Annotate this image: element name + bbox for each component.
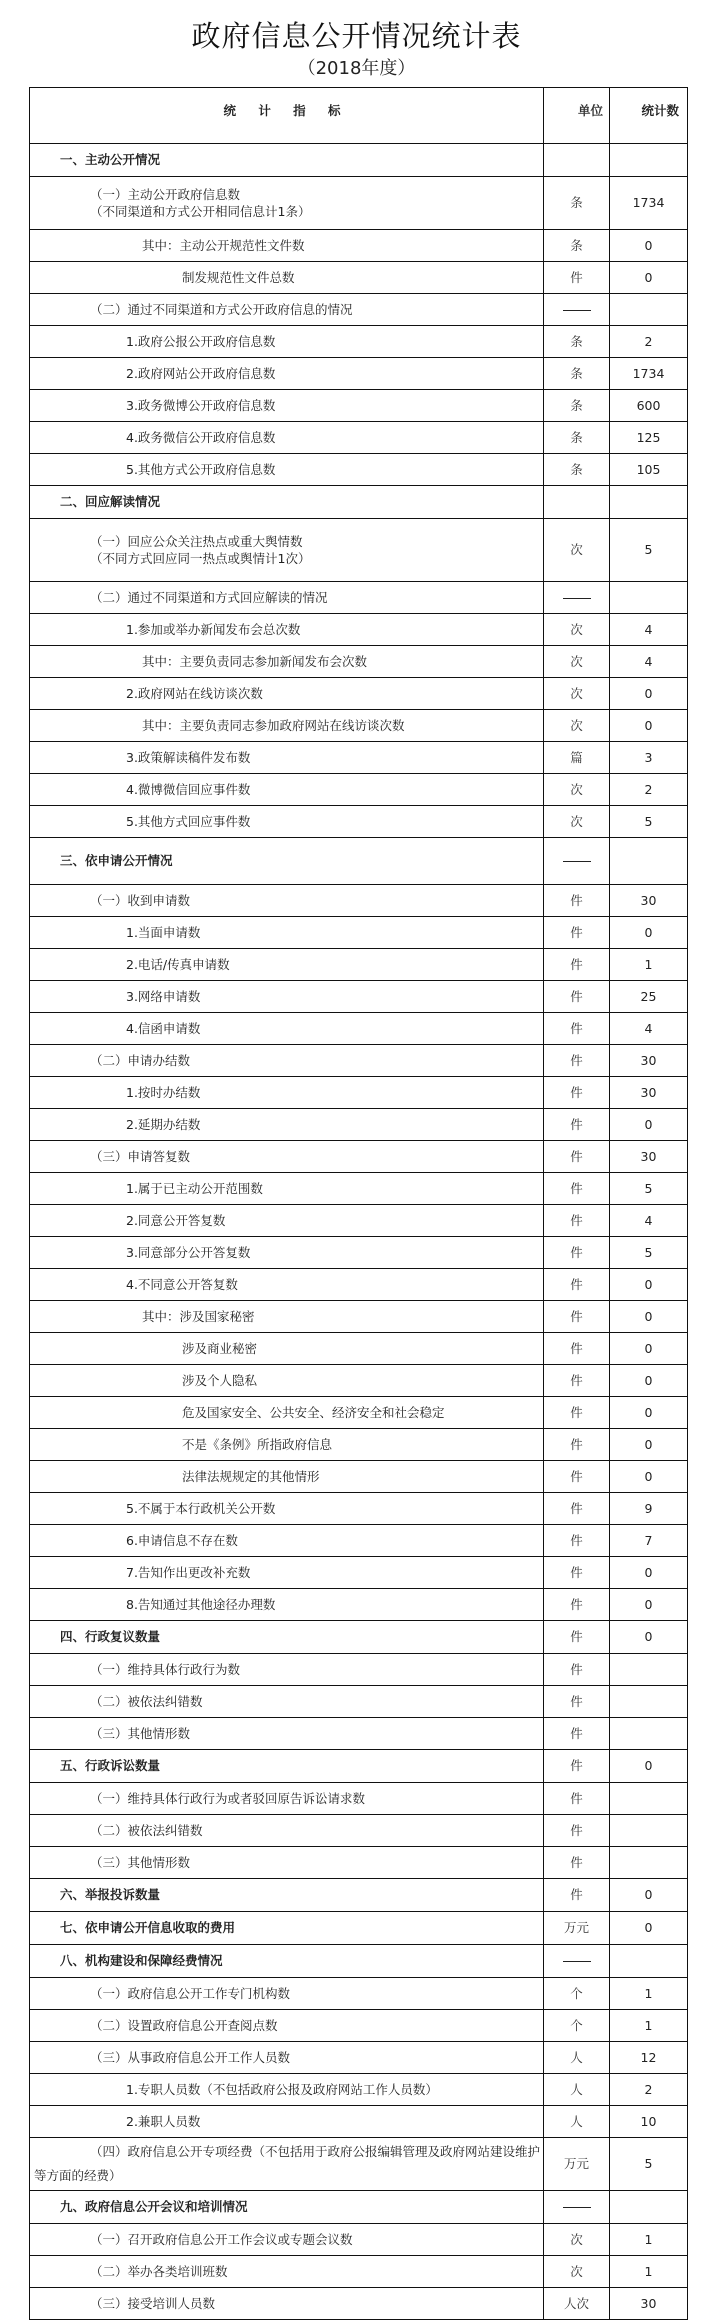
unit-cell: 条 xyxy=(544,326,610,358)
table-row xyxy=(30,885,688,917)
indicator-label xyxy=(30,177,544,230)
indicator-label-line2: （不同渠道和方式公开相同信息计1条） xyxy=(90,204,311,219)
unit-cell: 件 xyxy=(544,1205,610,1237)
count-cell: 4 xyxy=(610,1205,688,1237)
count-cell xyxy=(610,2191,688,2224)
table-header-row xyxy=(30,88,688,144)
indicator-label: 2.兼职人员数 xyxy=(30,2106,544,2138)
table-row xyxy=(30,1945,688,1978)
unit-cell: 次 xyxy=(544,2256,610,2288)
table-row xyxy=(30,326,688,358)
unit-cell: 件 xyxy=(544,1045,610,1077)
unit-cell: 次 xyxy=(544,710,610,742)
table-row xyxy=(30,390,688,422)
indicator-label-line2: （不同方式回应同一热点或舆情计1次） xyxy=(90,551,311,566)
count-cell: 1734 xyxy=(610,177,688,230)
unit-cell: 人次 xyxy=(544,2288,610,2320)
table-row xyxy=(30,2106,688,2138)
unit-cell: 件 xyxy=(544,1301,610,1333)
count-cell: 4 xyxy=(610,1013,688,1045)
count-cell: 0 xyxy=(610,1269,688,1301)
indicator-label: （二）被依法纠错数 xyxy=(30,1815,544,1847)
count-cell xyxy=(610,582,688,614)
count-cell: 2 xyxy=(610,2074,688,2106)
indicator-label-line1: （一）回应公众关注热点或重大舆情数 xyxy=(90,533,303,549)
indicator-label: 5.其他方式公开政府信息数 xyxy=(30,454,544,486)
unit-cell: 件 xyxy=(544,917,610,949)
count-cell: 0 xyxy=(610,262,688,294)
indicator-label: （三）其他情形数 xyxy=(30,1847,544,1879)
indicator-label: 4.微博微信回应事件数 xyxy=(30,774,544,806)
unit-cell: 件 xyxy=(544,1493,610,1525)
count-cell: 125 xyxy=(610,422,688,454)
unit-cell: 件 xyxy=(544,1013,610,1045)
unit-cell: 件 xyxy=(544,1109,610,1141)
indicator-label: 1.属于已主动公开范围数 xyxy=(30,1173,544,1205)
count-cell: 30 xyxy=(610,1077,688,1109)
table-row xyxy=(30,1783,688,1815)
unit-cell: 个 xyxy=(544,2010,610,2042)
count-cell xyxy=(610,1686,688,1718)
unit-cell: 件 xyxy=(544,1429,610,1461)
count-cell: 30 xyxy=(610,1045,688,1077)
count-cell: 0 xyxy=(610,1621,688,1654)
table-row xyxy=(30,294,688,326)
header-count: 统计数 xyxy=(610,88,688,144)
indicator-label: 3.政务微博公开政府信息数 xyxy=(30,390,544,422)
unit-cell: 万元 xyxy=(544,1912,610,1945)
table-row xyxy=(30,2191,688,2224)
statistics-table xyxy=(29,87,688,2320)
count-cell: 30 xyxy=(610,1141,688,1173)
unit-cell: 件 xyxy=(544,1237,610,1269)
count-cell: 4 xyxy=(610,614,688,646)
indicator-label: （一）政府信息公开工作专门机构数 xyxy=(30,1978,544,2010)
header-unit: 单位 xyxy=(544,88,610,144)
table-row xyxy=(30,582,688,614)
unit-cell: 条 xyxy=(544,358,610,390)
unit-cell: 件 xyxy=(544,1077,610,1109)
document-title: 政府信息公开情况统计表 xyxy=(191,19,522,53)
indicator-label: （二）申请办结数 xyxy=(30,1045,544,1077)
count-cell: 0 xyxy=(610,1557,688,1589)
dash-placeholder xyxy=(563,2207,591,2208)
indicator-label: （三）其他情形数 xyxy=(30,1718,544,1750)
table-row xyxy=(30,2010,688,2042)
count-cell: 7 xyxy=(610,1525,688,1557)
count-cell: 5 xyxy=(610,2138,688,2191)
count-cell: 4 xyxy=(610,646,688,678)
count-cell: 10 xyxy=(610,2106,688,2138)
table-row xyxy=(30,1077,688,1109)
count-cell: 1 xyxy=(610,1978,688,2010)
indicator-label: 其中：主要负责同志参加政府网站在线访谈次数 xyxy=(30,710,544,742)
unit-cell: 件 xyxy=(544,1750,610,1783)
unit-cell: 件 xyxy=(544,1718,610,1750)
count-cell: 1 xyxy=(610,2224,688,2256)
unit-cell: 次 xyxy=(544,646,610,678)
table-row xyxy=(30,917,688,949)
unit-cell xyxy=(544,144,610,177)
table-row xyxy=(30,678,688,710)
unit-cell: 条 xyxy=(544,422,610,454)
indicator-label: 7.告知作出更改补充数 xyxy=(30,1557,544,1589)
table-row xyxy=(30,1365,688,1397)
count-cell: 1 xyxy=(610,2256,688,2288)
indicator-label: 2.政府网站在线访谈次数 xyxy=(30,678,544,710)
table-row xyxy=(30,614,688,646)
unit-cell: 次 xyxy=(544,2224,610,2256)
indicator-label: 8.告知通过其他途径办理数 xyxy=(30,1589,544,1621)
table-row xyxy=(30,1269,688,1301)
count-cell: 2 xyxy=(610,774,688,806)
count-cell: 0 xyxy=(610,1589,688,1621)
indicator-label: 4.政务微信公开政府信息数 xyxy=(30,422,544,454)
table-row xyxy=(30,1173,688,1205)
indicator-label-line1: （一）主动公开政府信息数 xyxy=(90,186,241,202)
unit-cell: 件 xyxy=(544,262,610,294)
table-row xyxy=(30,1013,688,1045)
count-cell: 0 xyxy=(610,1429,688,1461)
indicator-label: （二）被依法纠错数 xyxy=(30,1686,544,1718)
count-cell: 5 xyxy=(610,1237,688,1269)
indicator-label: （三）接受培训人员数 xyxy=(30,2288,544,2320)
table-row xyxy=(30,774,688,806)
unit-cell: 条 xyxy=(544,230,610,262)
unit-cell: 条 xyxy=(544,454,610,486)
section-heading: 二、回应解读情况 xyxy=(30,486,544,519)
table-row xyxy=(30,1589,688,1621)
count-cell: 600 xyxy=(610,390,688,422)
unit-cell xyxy=(544,2191,610,2224)
count-cell: 5 xyxy=(610,1173,688,1205)
section-heading: 六、举报投诉数量 xyxy=(30,1879,544,1912)
count-cell: 0 xyxy=(610,1301,688,1333)
indicator-label: 制发规范性文件总数 xyxy=(30,262,544,294)
table-row xyxy=(30,1237,688,1269)
count-cell: 3 xyxy=(610,742,688,774)
unit-cell xyxy=(544,1945,610,1978)
indicator-label: （二）通过不同渠道和方式回应解读的情况 xyxy=(30,582,544,614)
table-row xyxy=(30,486,688,519)
count-cell: 0 xyxy=(610,710,688,742)
unit-cell xyxy=(544,486,610,519)
unit-cell: 件 xyxy=(544,1365,610,1397)
unit-cell: 件 xyxy=(544,1461,610,1493)
unit-cell xyxy=(544,838,610,885)
indicator-label: 危及国家安全、公共安全、经济安全和社会稳定 xyxy=(30,1397,544,1429)
indicator-label: 其中：主要负责同志参加新闻发布会次数 xyxy=(30,646,544,678)
count-cell: 0 xyxy=(610,1333,688,1365)
count-cell: 0 xyxy=(610,1365,688,1397)
indicator-label: 5.不属于本行政机关公开数 xyxy=(30,1493,544,1525)
indicator-label: （一）维持具体行政行为或者驳回原告诉讼请求数 xyxy=(30,1783,544,1815)
unit-cell: 人 xyxy=(544,2106,610,2138)
count-cell: 5 xyxy=(610,806,688,838)
table-row xyxy=(30,1333,688,1365)
indicator-label: 3.同意部分公开答复数 xyxy=(30,1237,544,1269)
indicator-label: 1.按时办结数 xyxy=(30,1077,544,1109)
table-row xyxy=(30,742,688,774)
dash-placeholder xyxy=(563,861,591,862)
unit-cell: 件 xyxy=(544,1621,610,1654)
count-cell xyxy=(610,1847,688,1879)
indicator-label: 2.延期办结数 xyxy=(30,1109,544,1141)
table-row xyxy=(30,1847,688,1879)
count-cell: 0 xyxy=(610,1397,688,1429)
section-heading: 七、依申请公开信息收取的费用 xyxy=(30,1912,544,1945)
indicator-label: 6.申请信息不存在数 xyxy=(30,1525,544,1557)
indicator-label: 1.参加或举办新闻发布会总次数 xyxy=(30,614,544,646)
unit-cell: 件 xyxy=(544,1879,610,1912)
unit-cell: 件 xyxy=(544,1815,610,1847)
indicator-label: 3.网络申请数 xyxy=(30,981,544,1013)
indicator-label: （一）维持具体行政行为数 xyxy=(30,1654,544,1686)
unit-cell: 次 xyxy=(544,614,610,646)
unit-cell: 件 xyxy=(544,1557,610,1589)
unit-cell: 件 xyxy=(544,1333,610,1365)
table-row xyxy=(30,1879,688,1912)
count-cell: 0 xyxy=(610,230,688,262)
table-row xyxy=(30,519,688,582)
table-row xyxy=(30,1525,688,1557)
unit-cell: 人 xyxy=(544,2074,610,2106)
table-row xyxy=(30,358,688,390)
unit-cell: 件 xyxy=(544,1173,610,1205)
indicator-label: （二）设置政府信息公开查阅点数 xyxy=(30,2010,544,2042)
table-row xyxy=(30,1654,688,1686)
section-heading: 八、机构建设和保障经费情况 xyxy=(30,1945,544,1978)
section-heading: 一、主动公开情况 xyxy=(30,144,544,177)
count-cell xyxy=(610,1945,688,1978)
count-cell xyxy=(610,294,688,326)
unit-cell: 个 xyxy=(544,1978,610,2010)
table-row xyxy=(30,1557,688,1589)
table-row xyxy=(30,2042,688,2074)
unit-cell xyxy=(544,582,610,614)
unit-cell: 次 xyxy=(544,678,610,710)
unit-cell: 篇 xyxy=(544,742,610,774)
unit-cell: 件 xyxy=(544,981,610,1013)
section-heading: 四、行政复议数量 xyxy=(30,1621,544,1654)
table-row xyxy=(30,981,688,1013)
table-row xyxy=(30,1493,688,1525)
indicator-label: 涉及商业秘密 xyxy=(30,1333,544,1365)
table-row xyxy=(30,422,688,454)
table-row xyxy=(30,1815,688,1847)
indicator-label: 3.政策解读稿件发布数 xyxy=(30,742,544,774)
document-subtitle: （2018年度） xyxy=(297,58,416,79)
unit-cell: 次 xyxy=(544,519,610,582)
count-cell: 105 xyxy=(610,454,688,486)
indicator-label xyxy=(30,519,544,582)
count-cell xyxy=(610,1654,688,1686)
indicator-label: （二）举办各类培训班数 xyxy=(30,2256,544,2288)
table-row xyxy=(30,177,688,230)
table-row xyxy=(30,454,688,486)
unit-cell xyxy=(544,294,610,326)
table-row xyxy=(30,1461,688,1493)
unit-cell: 件 xyxy=(544,1269,610,1301)
table-row xyxy=(30,2138,688,2191)
count-cell: 0 xyxy=(610,917,688,949)
table-row xyxy=(30,144,688,177)
indicator-label: 4.不同意公开答复数 xyxy=(30,1269,544,1301)
count-cell: 1 xyxy=(610,949,688,981)
unit-cell: 条 xyxy=(544,177,610,230)
table-row xyxy=(30,949,688,981)
unit-cell: 件 xyxy=(544,1847,610,1879)
indicator-label: 不是《条例》所指政府信息 xyxy=(30,1429,544,1461)
table-row xyxy=(30,1109,688,1141)
table-row xyxy=(30,1045,688,1077)
indicator-label: （一）召开政府信息公开工作会议或专题会议数 xyxy=(30,2224,544,2256)
unit-cell: 件 xyxy=(544,1397,610,1429)
count-cell: 0 xyxy=(610,1750,688,1783)
count-cell xyxy=(610,838,688,885)
table-row xyxy=(30,710,688,742)
unit-cell: 件 xyxy=(544,1589,610,1621)
table-row xyxy=(30,262,688,294)
unit-cell: 次 xyxy=(544,774,610,806)
table-row xyxy=(30,1141,688,1173)
indicator-label: 1.专职人员数（不包括政府公报及政府网站工作人员数） xyxy=(30,2074,544,2106)
indicator-label: 法律法规规定的其他情形 xyxy=(30,1461,544,1493)
indicator-label: 4.信函申请数 xyxy=(30,1013,544,1045)
unit-cell: 件 xyxy=(544,1686,610,1718)
count-cell: 2 xyxy=(610,326,688,358)
dash-placeholder xyxy=(563,310,591,311)
table-row xyxy=(30,838,688,885)
table-row xyxy=(30,1750,688,1783)
count-cell xyxy=(610,144,688,177)
section-heading: 三、依申请公开情况 xyxy=(30,838,544,885)
count-cell: 25 xyxy=(610,981,688,1013)
table-row xyxy=(30,2224,688,2256)
count-cell xyxy=(610,1815,688,1847)
count-cell: 12 xyxy=(610,2042,688,2074)
count-cell: 30 xyxy=(610,885,688,917)
unit-cell: 件 xyxy=(544,1654,610,1686)
count-cell: 0 xyxy=(610,1912,688,1945)
dash-placeholder xyxy=(563,598,591,599)
table-row xyxy=(30,1978,688,2010)
unit-cell: 人 xyxy=(544,2042,610,2074)
indicator-label: （三）申请答复数 xyxy=(30,1141,544,1173)
unit-cell: 件 xyxy=(544,1141,610,1173)
table-row xyxy=(30,806,688,838)
count-cell: 0 xyxy=(610,1461,688,1493)
count-cell: 9 xyxy=(610,1493,688,1525)
indicator-label: 5.其他方式回应事件数 xyxy=(30,806,544,838)
section-heading: 五、行政诉讼数量 xyxy=(30,1750,544,1783)
table-row xyxy=(30,1912,688,1945)
count-cell: 5 xyxy=(610,519,688,582)
table-row xyxy=(30,1397,688,1429)
indicator-label: 其中：主动公开规范性文件数 xyxy=(30,230,544,262)
table-row xyxy=(30,2074,688,2106)
table-row xyxy=(30,1205,688,1237)
table-row xyxy=(30,1621,688,1654)
table-row xyxy=(30,2288,688,2320)
table-row xyxy=(30,646,688,678)
count-cell: 0 xyxy=(610,1109,688,1141)
indicator-label: （三）从事政府信息公开工作人员数 xyxy=(30,2042,544,2074)
unit-cell: 件 xyxy=(544,885,610,917)
table-row xyxy=(30,2256,688,2288)
indicator-label: 2.政府网站公开政府信息数 xyxy=(30,358,544,390)
count-cell: 1734 xyxy=(610,358,688,390)
count-cell: 0 xyxy=(610,678,688,710)
indicator-label: 2.同意公开答复数 xyxy=(30,1205,544,1237)
unit-cell: 件 xyxy=(544,1525,610,1557)
indicator-label: （二）通过不同渠道和方式公开政府信息的情况 xyxy=(30,294,544,326)
unit-cell: 条 xyxy=(544,390,610,422)
indicator-label: （一）收到申请数 xyxy=(30,885,544,917)
header-indicator: 统 计 指 标 xyxy=(30,88,544,144)
count-cell xyxy=(610,1718,688,1750)
table-row xyxy=(30,1686,688,1718)
count-cell: 30 xyxy=(610,2288,688,2320)
indicator-label: 1.政府公报公开政府信息数 xyxy=(30,326,544,358)
dash-placeholder xyxy=(563,1961,591,1962)
table-row xyxy=(30,230,688,262)
count-cell xyxy=(610,1783,688,1815)
count-cell xyxy=(610,486,688,519)
section-heading: 九、政府信息公开会议和培训情况 xyxy=(30,2191,544,2224)
unit-cell: 件 xyxy=(544,1783,610,1815)
indicator-label: 其中：涉及国家秘密 xyxy=(30,1301,544,1333)
indicator-label: 涉及个人隐私 xyxy=(30,1365,544,1397)
unit-cell: 件 xyxy=(544,949,610,981)
indicator-label: （四）政府信息公开专项经费（不包括用于政府公报编辑管理及政府网站建设维护等方面的经费） xyxy=(30,2138,544,2191)
table-row xyxy=(30,1301,688,1333)
indicator-label: 2.电话/传真申请数 xyxy=(30,949,544,981)
table-row xyxy=(30,1429,688,1461)
count-cell: 0 xyxy=(610,1879,688,1912)
count-cell: 1 xyxy=(610,2010,688,2042)
table-row xyxy=(30,1718,688,1750)
indicator-label: 1.当面申请数 xyxy=(30,917,544,949)
unit-cell: 次 xyxy=(544,806,610,838)
unit-cell: 万元 xyxy=(544,2138,610,2191)
